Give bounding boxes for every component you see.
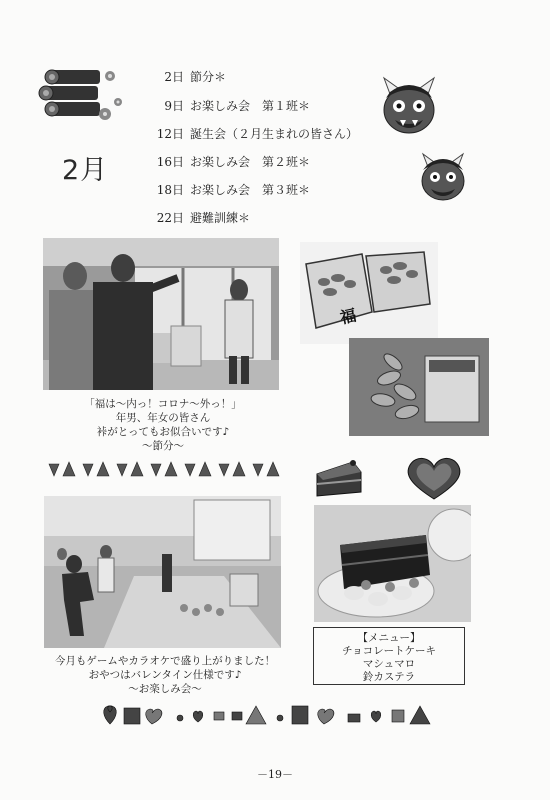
cake-slice-icon [313,458,365,500]
menu-item: 鈴カステラ [362,671,416,683]
page-number: －19－ [257,768,293,781]
menu-item: マシュマロ [362,658,416,670]
menu-item: チョコレートケーキ [342,645,436,657]
game-caption [40,654,290,696]
menu-title: 【メニュー】 [357,632,421,644]
game-activity-photo [44,496,281,648]
valentine-garland-icon [100,700,450,728]
caption-line: 年男、年女の皆さん [115,412,211,424]
menu-box [313,627,465,685]
oni-mask-icon [376,76,442,136]
setsubun-photo [43,238,279,390]
peanuts-photo [349,338,489,436]
masu-fuku-character: 福 [338,305,359,328]
setsubun-caption [58,397,268,453]
oni-mask-icon [416,152,470,202]
setsubun-garland-icon [45,460,281,478]
caption-line: 裃がとってもお似合いです♪ [96,426,230,438]
masu-beans-photo [300,242,438,344]
caption-line: おやつはバレンタイン仕様です♪ [88,669,242,681]
month-title: 2月 [62,155,109,186]
log-decoration-icon [38,62,128,126]
caption-line: 今月もゲームやカラオケで盛り上がりました！ [54,655,276,667]
caption-line: 「福は～内っ！コロナ～外っ！」 [84,398,242,410]
caption-line: ～お楽しみ会～ [128,683,202,695]
caption-line: ～節分～ [142,440,184,452]
heart-gift-box-icon [402,455,466,501]
chocolate-cake-photo [314,505,471,622]
